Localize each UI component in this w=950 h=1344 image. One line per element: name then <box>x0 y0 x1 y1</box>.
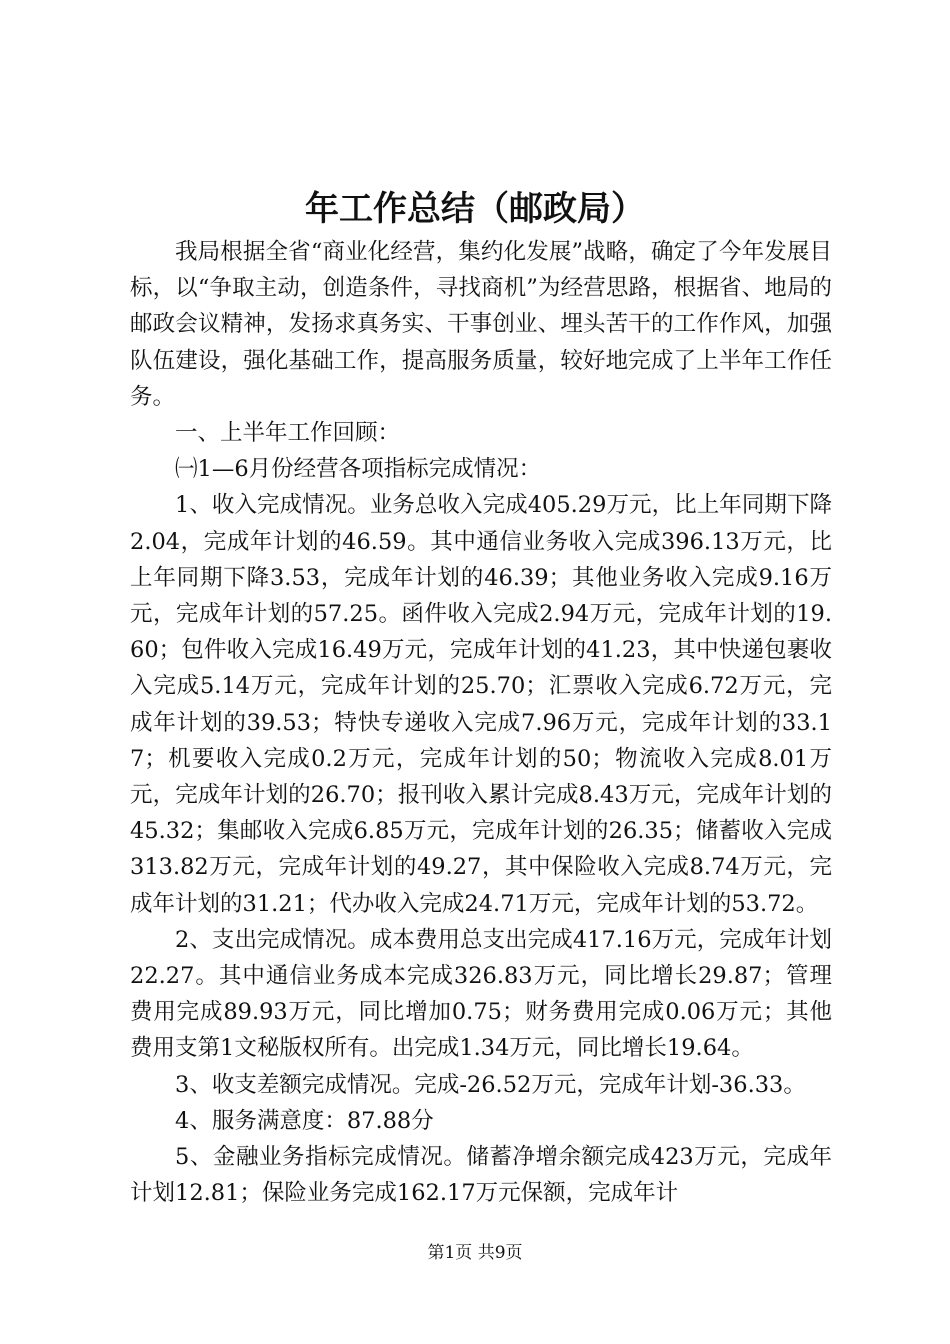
paragraph-income: 1、收入完成情况。业务总收入完成405.29万元，比上年同期下降2.04，完成年计划的46.59。其中通信业务收入完成396.13万元，比上年同期下降3.53，完成年计划的46.39；其他业务收入完成9.16万元，完成年计划的57.25。函件收入完成2.94万元，完成年计划的19.60；包件收入完成16.49万元，完成年计划的41.23，其中快递包裹收入完成5.14万元，完成年计划的25.70；汇票收入完成6.72万元，完成年计划的39.53；特快专递收入完成7.96万元，完成年计划的33.17；机要收入完成0.2万元，完成年计划的50；物流收入完成8.01万元，完成年计划的26.70；报刊收入累计完成8.43万元，完成年计划的45.32；集邮收入完成6.85万元，完成年计划的26.35；储蓄收入完成313.82万元，完成年计划的49.27，其中保险收入完成8.74万元，完成年计划的31.21；代办收入完成24.71万元，完成年计划的53.72。 <box>130 492 832 917</box>
document-title: 年工作总结（邮政局） <box>305 189 645 229</box>
paragraph-intro: 我局根据全省“商业化经营，集约化发展”战略，确定了今年发展目标，以“争取主动，创造条件，寻找商机”为经营思路，根据省、地局的邮政会议精神，发扬求真务实、干事创业、埋头苦干的工作作风，加强队伍建设，强化基础工作，提高服务质量，较好地完成了上半年工作任务。 <box>130 239 832 410</box>
paragraph-satisfaction: 4、服务满意度：87.88分 <box>175 1107 434 1134</box>
page-number-footer: 第1页 共9页 <box>427 1243 523 1263</box>
document-body <box>130 234 832 1211</box>
heading-review: 一、上半年工作回顾： <box>175 420 401 447</box>
paragraph-finance: 5、金融业务指标完成情况。储蓄净增余额完成423万元，完成年计划12.81；保险业务完成162.17万元保额，完成年计 <box>130 1144 832 1207</box>
subheading-indicators: ㈠1—6月份经营各项指标完成情况： <box>175 456 542 483</box>
paragraph-expenditure: 2、支出完成情况。成本费用总支出完成417.16万元，完成年计划22.27。其中通信业务成本完成326.83万元，同比增长29.87；管理费用完成89.93万元，同比增加0.75；财务费用完成0.06万元；其他费用支第1文秘版权所有。出完成1.34万元，同比增长19.64。 <box>130 926 832 1062</box>
paragraph-balance: 3、收支差额完成情况。完成-26.52万元，完成年计划-36.33。 <box>175 1071 806 1098</box>
